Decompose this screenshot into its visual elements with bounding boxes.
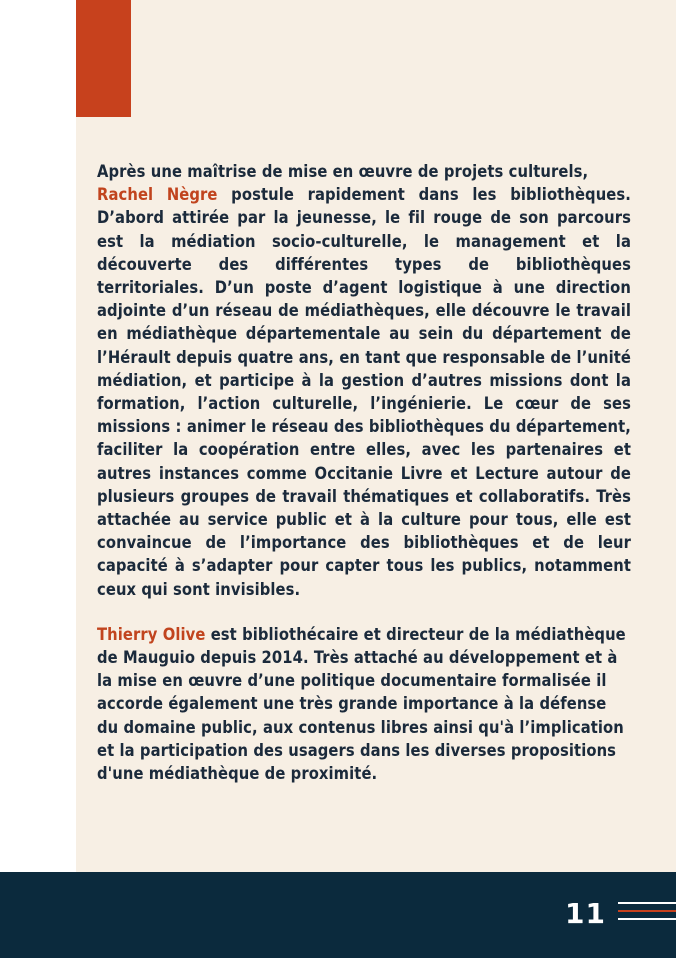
author-name-rachel-negre: Rachel Nègre [97, 185, 218, 205]
page-number: 11 [565, 897, 606, 930]
bio-paragraph-thierry-olive [97, 623, 631, 785]
body-text [97, 160, 631, 807]
deco-line-white-bottom [618, 918, 676, 920]
author-name-thierry-olive: Thierry Olive [97, 624, 206, 644]
accent-block [76, 0, 131, 117]
bio1-intro: Après une maîtrise de mise en œuvre de projets culturels, [97, 162, 589, 181]
bio-paragraph-rachel-negre [97, 160, 631, 601]
deco-line-white-top [618, 902, 676, 904]
decorative-lines [618, 902, 676, 928]
bio2-body: est bibliothécaire et directeur de la médiathèque de Mauguio depuis 2014. Très attaché au développement et à la mise en œuvre d’une politique documentaire formalisée il accorde également une très grande importance à la défense du domaine public, aux contenus libres ainsi qu'à l’implication et la participation des usagers dans les diverses propositions d'une médiathèque de proximité. [97, 624, 626, 784]
deco-line-orange [618, 910, 676, 912]
bio1-body: postule rapidement dans les bibliothèques. D’abord attirée par la jeunesse, le fil rouge de son parcours est la médiation socio-culturelle, le management et la découverte des différentes types de bibliothèques territoriales. D’un poste d’agent logistique à une direction adjointe d’un réseau de médiathèques, elle découvre le travail en médiathèque départementale au sein du département de l’Hérault depuis quatre ans, en tant que responsable de l’unité médiation, et participe à la gestion d’autres missions dont la formation, l’action culturelle, l’ingénierie. Le cœur de ses missions : animer le réseau des bibliothèques du département, faciliter la coopération entre elles, avec les partenaires et autres instances comme Occitanie Livre et Lecture autour de plusieurs groupes de travail thématiques et collaboratifs. Très attachée au service public et à la culture pour tous, elle est convaincue de l’importance des bibliothèques et de leur capacité à s’adapter pour capter tous les publics, notamment ceux qui sont invisibles. [97, 185, 631, 599]
